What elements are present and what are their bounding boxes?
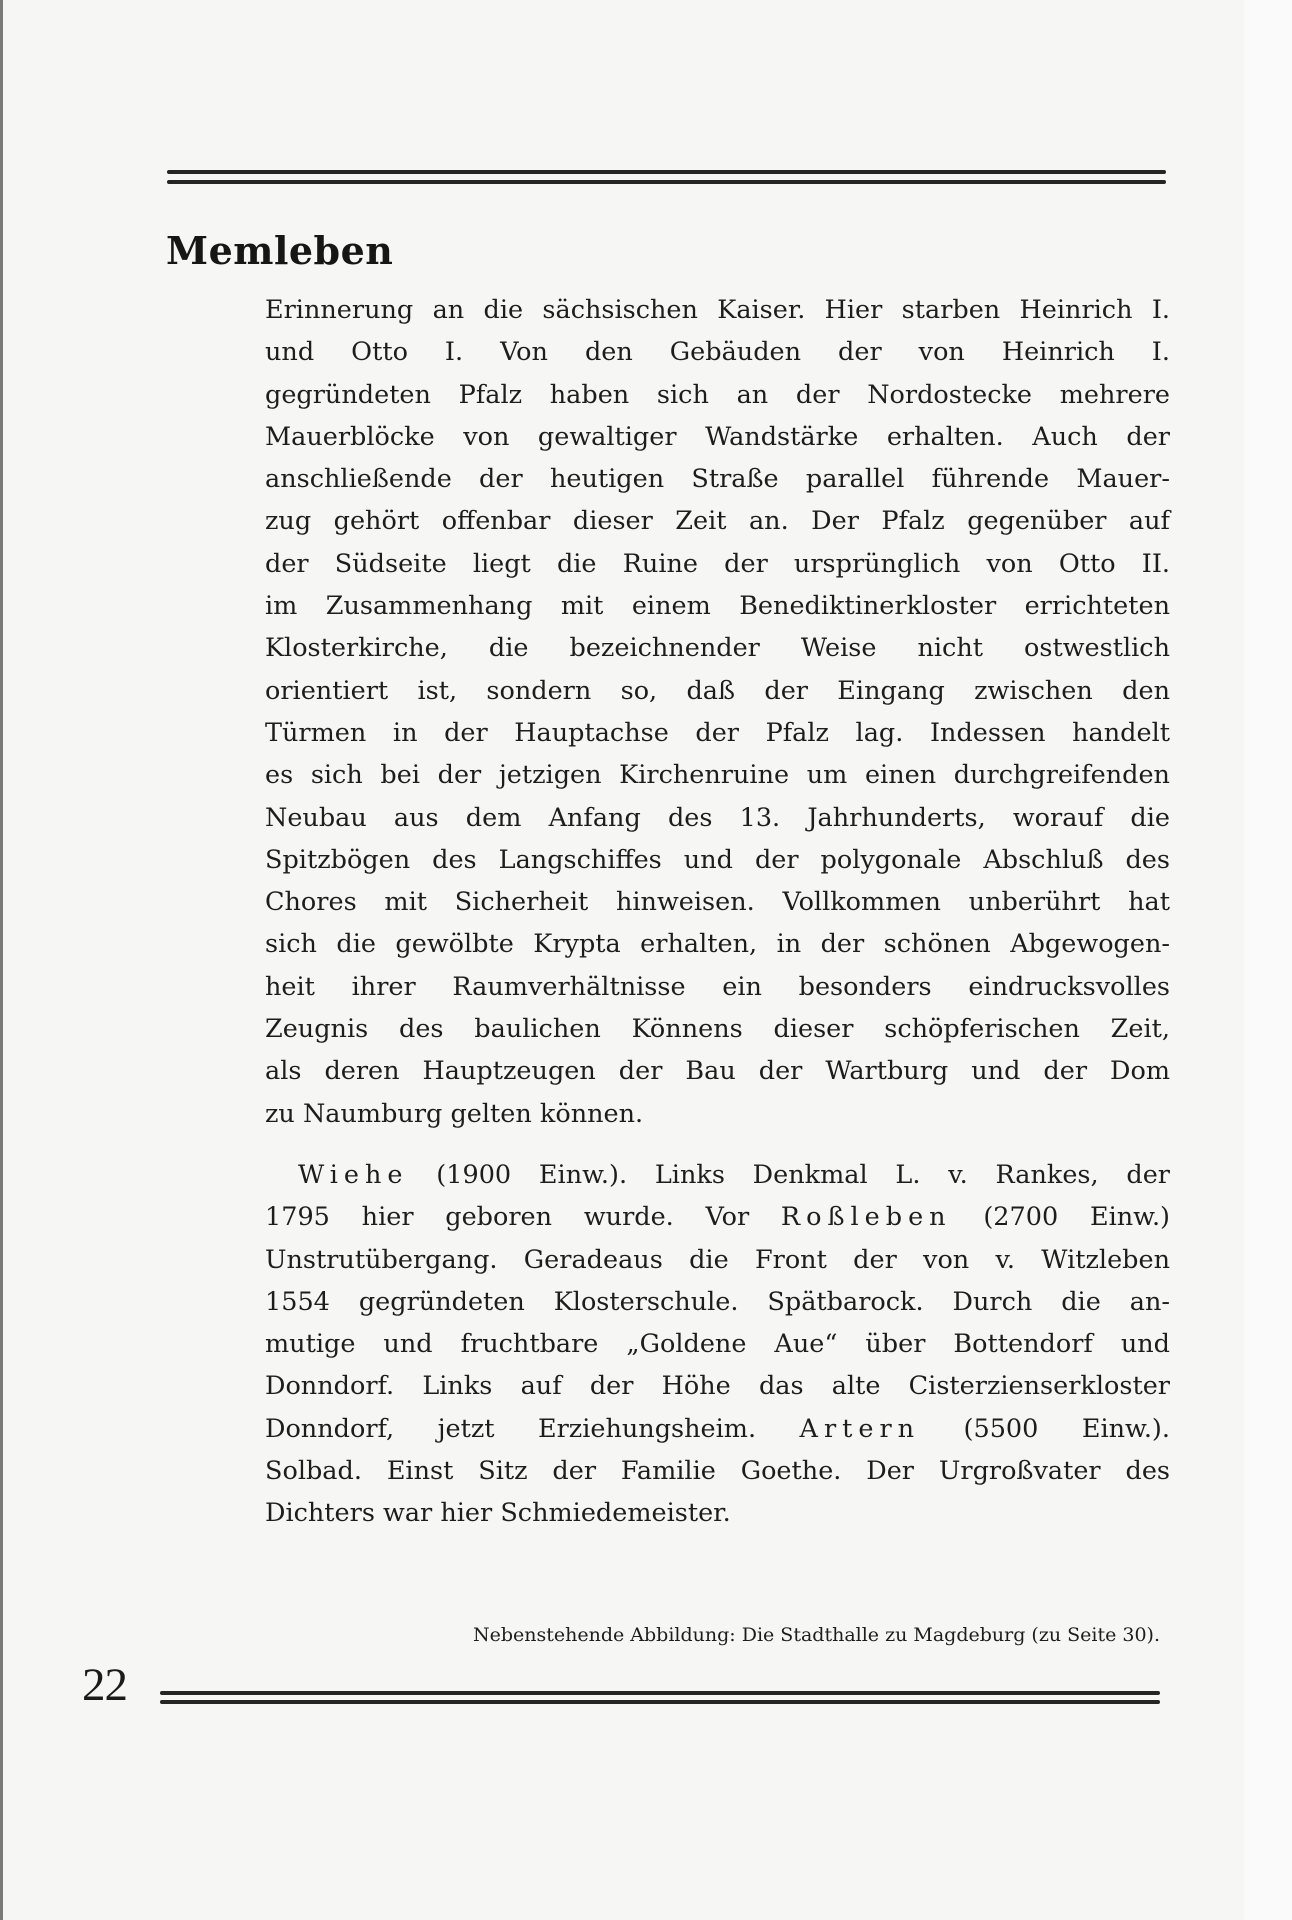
text-line: und Otto I. Von den Gebäuden der von Heinrich I. [265, 337, 1170, 368]
text-line: es sich bei der jetzigen Kirchenruine um einen durchgreifenden [265, 760, 1170, 791]
text-line: der Südseite liegt die Ruine der ursprünglich von Otto II. [265, 548, 1170, 579]
text-line: im Zusammenhang mit einem Benediktinerkloster errichteten [265, 591, 1170, 622]
text-line [265, 1154, 1170, 1196]
paragraph-route [265, 1154, 1170, 1535]
text-line: zug gehört offenbar dieser Zeit an. Der Pfalz gegenüber auf [265, 506, 1170, 537]
place-name-rossleben: Roßleben [780, 1202, 952, 1233]
text-line: gegründeten Pfalz haben sich an der Nordostecke mehrere [265, 379, 1170, 410]
text-line: Chores mit Sicherheit hinweisen. Vollkommen unberührt hat [265, 887, 1170, 918]
text-line: zu Naumburg gelten können. [265, 1098, 644, 1129]
text-line: als deren Hauptzeugen der Bau der Wartburg und der Dom [265, 1056, 1170, 1087]
text-line: Unstrutübergang. Geradeaus die Front der von v. Witzleben [265, 1244, 1170, 1275]
text-segment: (5500 Einw.). [920, 1413, 1170, 1444]
paragraph-memleben [265, 289, 1170, 1135]
text-line: Klosterkirche, die bezeichnender Weise nicht ostwestlich [265, 633, 1170, 664]
text-line: Solbad. Einst Sitz der Familie Goethe. Der Urgroßvater des [265, 1456, 1170, 1487]
text-line: Dichters war hier Schmiedemeister. [265, 1498, 731, 1529]
text-line: Mauerblöcke von gewaltiger Wandstärke erhalten. Auch der [265, 421, 1170, 452]
text-line: anschließende der heutigen Straße parallel führende Mauer- [265, 464, 1170, 495]
text-line: mutige und fruchtbare „Goldene Aue“ über Bottendorf und [265, 1329, 1170, 1360]
place-name-wiehe: Wiehe [298, 1160, 409, 1190]
section-heading: Memleben [166, 228, 394, 273]
text-segment: (2700 Einw.) [951, 1202, 1171, 1233]
header-double-rule [167, 170, 1166, 184]
header-rule-lower [167, 180, 1166, 184]
page-margin-band [1244, 0, 1292, 1920]
text-line [265, 1196, 1170, 1238]
text-line: Zeugnis des baulichen Könnens dieser schöpferischen Zeit, [265, 1014, 1170, 1045]
footer-double-rule [160, 1691, 1160, 1705]
place-name-artern: Artern [799, 1413, 921, 1444]
scan-edge-shadow [0, 0, 3, 1920]
text-segment: 1795 hier geboren wurde. Vor [265, 1202, 781, 1233]
text-line: Donndorf. Links auf der Höhe das alte Cisterzienserkloster [265, 1371, 1170, 1402]
page-number: 22 [82, 1659, 127, 1711]
text-line: Neubau aus dem Anfang des 13. Jahrhunderts, worauf die [265, 802, 1170, 833]
footer-rule-upper [160, 1691, 1160, 1695]
text-line: Spitzbögen des Langschiffes und der polygonale Abschluß des [265, 844, 1170, 875]
text-line: Erinnerung an die sächsischen Kaiser. Hier starben Heinrich I. [265, 295, 1170, 325]
text-segment: (1900 Einw.). Links Denkmal L. v. Rankes, der [408, 1160, 1170, 1190]
text-line [265, 1408, 1170, 1450]
text-line: Türmen in der Hauptachse der Pfalz lag. Indessen handelt [265, 717, 1170, 748]
text-segment: Donndorf, jetzt Erziehungsheim. [265, 1413, 800, 1444]
text-line: 1554 gegründeten Klosterschule. Spätbarock. Durch die an- [265, 1286, 1170, 1317]
header-rule-upper [167, 170, 1166, 174]
text-line: orientiert ist, sondern so, daß der Eingang zwischen den [265, 675, 1170, 706]
text-line: heit ihrer Raumverhältnisse ein besonders eindrucksvolles [265, 971, 1170, 1002]
footer-rule-lower [160, 1700, 1160, 1704]
figure-caption-note: Nebenstehende Abbildung: Die Stadthalle zu Magdeburg (zu Seite 30). [472, 1624, 1160, 1646]
text-line: sich die gewölbte Krypta erhalten, in der schönen Abgewogen- [265, 929, 1170, 960]
